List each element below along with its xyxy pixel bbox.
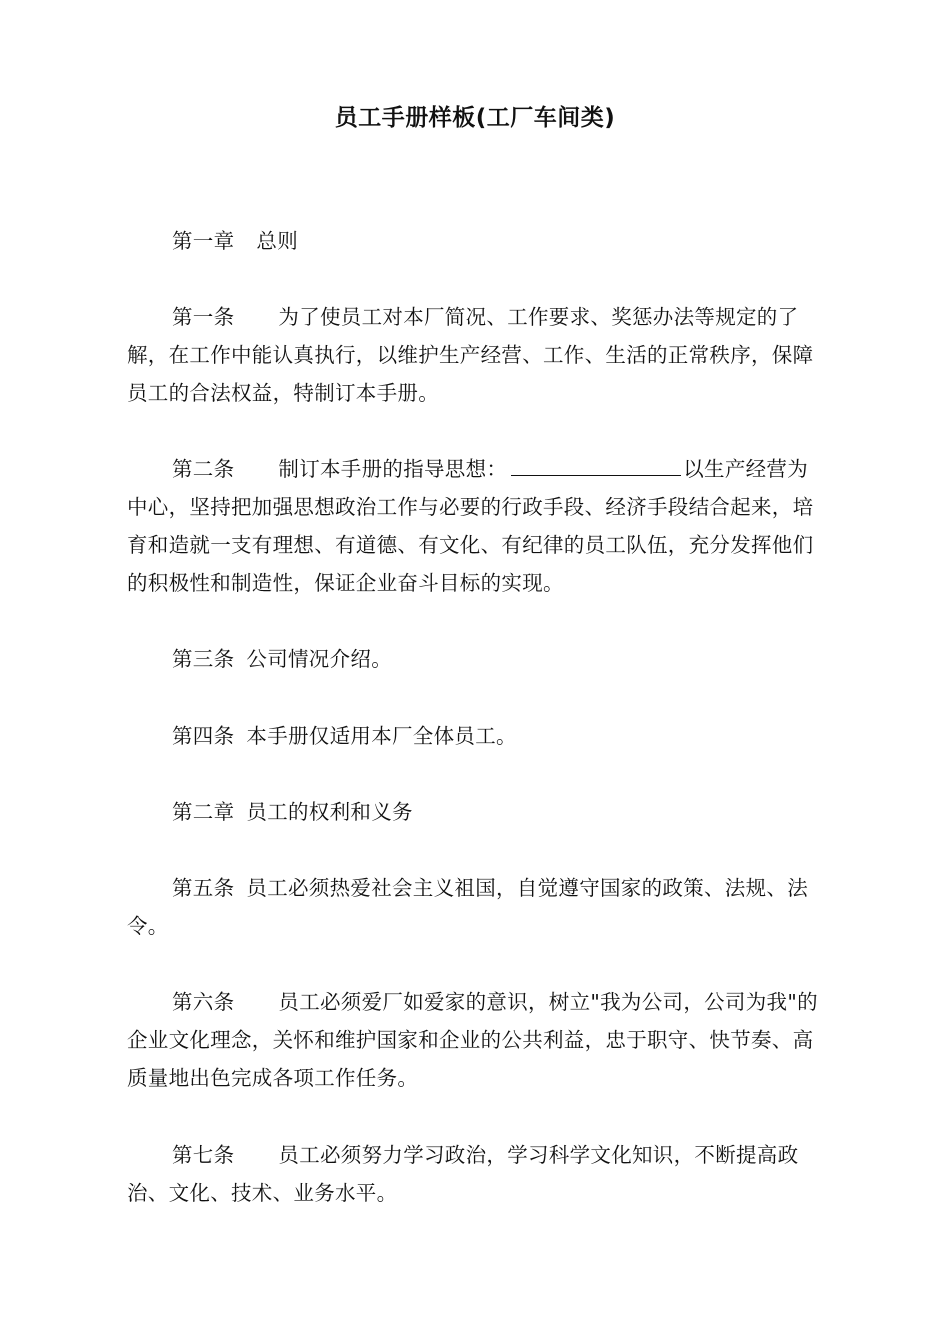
article-number: 第六条 <box>172 990 235 1014</box>
chapter-2-heading <box>127 793 827 831</box>
article-number: 第四条 <box>172 724 235 748</box>
article-3 <box>127 640 827 678</box>
chapter-number: 第二章 <box>172 800 235 824</box>
article-number: 第五条 <box>172 876 235 900</box>
article-number: 第一条 <box>172 305 235 329</box>
article-text: 公司情况介绍。 <box>246 647 393 671</box>
article-text-before: 制订本手册的指导思想： <box>278 457 508 481</box>
article-text-after: 以生产经营为中心，坚持把加强思想政治工作与必要的行政手段、经济手段结合起来，培育和造就一支有理想、有道德、有文化、有纪律的员工队伍，充分发挥他们的积极性和制造性，保证企业奋斗目标的实现。 <box>127 457 814 595</box>
article-text: 员工必须爱厂如爱家的意识，树立"我为公司，公司为我"的企业文化理念，关怀和维护国家和企业的公共利益，忠于职守、快节奏、高质量地出色完成各项工作任务。 <box>127 990 818 1090</box>
article-1 <box>127 298 827 412</box>
chapter-number: 第一章 <box>172 229 235 253</box>
article-6 <box>127 983 827 1097</box>
chapter-1-heading <box>127 222 827 260</box>
article-2 <box>127 450 827 602</box>
chapter-title: 总则 <box>256 229 299 253</box>
fill-in-blank <box>511 455 681 476</box>
chapter-title: 员工的权利和义务 <box>246 800 413 824</box>
article-4 <box>127 717 827 755</box>
article-text: 本手册仅适用本厂全体员工。 <box>246 724 517 748</box>
document-title: 员工手册样板(工厂车间类) <box>334 105 616 131</box>
article-5 <box>127 869 827 945</box>
article-number: 第二条 <box>172 457 235 481</box>
article-text: 为了使员工对本厂简况、工作要求、奖惩办法等规定的了解，在工作中能认真执行，以维护生产经营、工作、生活的正常秩序，保障员工的合法权益，特制订本手册。 <box>127 305 814 405</box>
article-7 <box>127 1136 827 1212</box>
article-number: 第七条 <box>172 1143 235 1167</box>
article-number: 第三条 <box>172 647 235 671</box>
article-text: 员工必须努力学习政治，学习科学文化知识，不断提高政治、文化、技术、业务水平。 <box>127 1143 799 1205</box>
article-text: 员工必须热爱社会主义祖国，自觉遵守国家的政策、法规、法令。 <box>127 876 809 938</box>
